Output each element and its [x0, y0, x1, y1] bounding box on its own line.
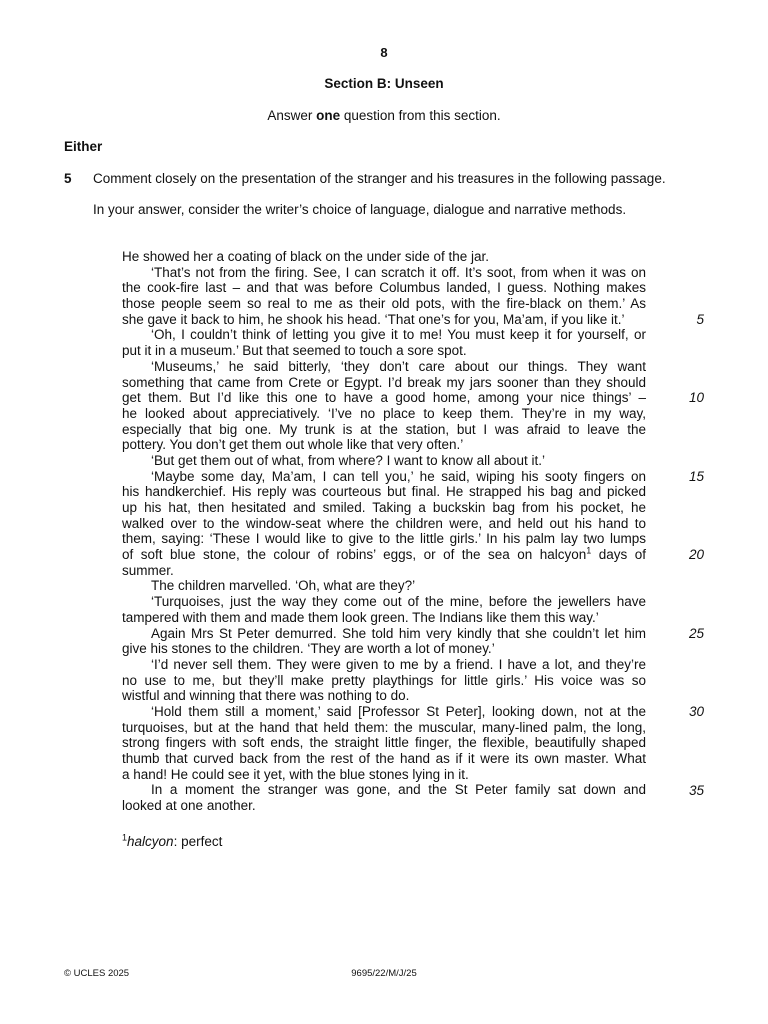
passage-line-text: ‘Turquoises, just the way they come out of the mine, before the jewellers have: [151, 594, 646, 610]
passage-line-text: he looked about appreciatively. ‘I’ve no place to keep them. They’re in my way,: [122, 405, 646, 421]
passage-line: [122, 469, 646, 485]
passage-line-text: of soft blue stone, the colour of robins’ eggs, or of the sea on halcyon: [122, 547, 587, 563]
passage-line-text: them, saying: ‘These I would like to give to the little girls.’ In his palm lay two lumps: [122, 531, 646, 547]
passage-line-text: ‘I’d never sell them. They were given to me by a friend. I have a lot, and they’re: [151, 656, 646, 672]
footnote-term: halcyon: [127, 834, 174, 849]
passage-line: [122, 327, 646, 343]
passage-line: [122, 578, 646, 594]
footnote-reference: 1: [586, 545, 592, 556]
passage-line: [122, 390, 646, 406]
passage-line-text: ‘Museums,’ he said bitterly, ‘they don’t care about our things. They want: [151, 358, 646, 374]
section-instruction: [0, 108, 768, 123]
passage-line-text: no use to me, but they’ll make pretty playthings for little girls.’ His voice was so: [122, 672, 646, 688]
passage-line-text: Again Mrs St Peter demurred. She told him very kindly that she couldn’t let him: [151, 625, 646, 641]
passage-line: [122, 563, 646, 579]
passage-line: [122, 767, 646, 783]
passage-line-text: ‘Hold them still a moment,’ said [Professor St Peter], looking down, not at the: [151, 703, 646, 719]
line-number: 15: [688, 468, 704, 484]
passage-line-text: wistful and winning that there was nothing to do.: [122, 688, 410, 704]
line-number: 10: [688, 390, 704, 406]
line-number: 35: [688, 782, 704, 798]
question-number: 5: [64, 171, 72, 186]
passage-line: [122, 673, 646, 689]
passage-line-text: put it in a museum.’ But that seemed to touch a sore spot.: [122, 343, 467, 359]
passage-line: [122, 422, 646, 438]
passage-line: [122, 453, 646, 469]
passage-line: [122, 751, 646, 767]
passage-line: [122, 375, 646, 391]
passage-line: [122, 735, 646, 751]
passage-line: [122, 296, 646, 312]
question-hint: In your answer, consider the writer’s choice of language, dialogue and narrative methods.: [93, 202, 627, 217]
passage-line-text: his handkerchief. His reply was courteous but final. He strapped his bag and picked: [122, 484, 646, 500]
question-text: Comment closely on the presentation of the stranger and his treasures in the following passage.: [93, 171, 666, 186]
passage-line: [122, 704, 646, 720]
passage-line: [122, 437, 646, 453]
passage-line-text: up his hat, then hesitated and smiled. Taking a buckskin bag from his pocket, he: [122, 500, 646, 515]
footnote: [122, 834, 222, 849]
either-label: Either: [64, 139, 103, 154]
passage-line-text: pottery. You don’t get them out whole like that very often.’: [122, 437, 464, 453]
passage-line-text: turquoises, but at the hand that held them: the muscular, many-lined palm, the long,: [122, 719, 646, 735]
passage-line-text: He showed her a coating of black on the under side of the jar.: [122, 249, 489, 264]
footnote-marker: 1: [122, 832, 128, 843]
passage-line-text: the cook-fire last – and that was before Columbus landed, I guess. Nothing makes: [122, 280, 646, 296]
passage-line: [122, 312, 646, 328]
passage-line: [122, 720, 646, 736]
passage-line-text: she gave it back to him, he shook his head. ‘That one’s for you, Ma’am, if you like it.’: [122, 311, 625, 327]
page-number: 8: [380, 45, 388, 60]
passage-line-text: ‘But get them out of what, from where? I want to know all about it.’: [151, 452, 545, 468]
passage-line-text: ‘That’s not from the firing. See, I can scratch it off. It’s soot, from when it was on: [151, 264, 646, 280]
passage-line-text: especially that big one. My trunk is at the station, but I was afraid to leave the: [122, 421, 646, 437]
passage-line-text: summer.: [122, 562, 174, 578]
line-number: 20: [688, 547, 704, 563]
passage-line-text: get them. But I’d like this one to have a good home, among your nice things’ –: [122, 390, 646, 406]
passage-line-text: something that came from Crete or Egypt. I’d break my jars sooner than they should: [122, 374, 646, 390]
passage-line: [122, 798, 646, 814]
passage-line: [122, 500, 646, 516]
passage-line: [122, 343, 646, 359]
passage: [122, 249, 646, 814]
footer-paper-code: 9695/22/M/J/25: [351, 968, 417, 979]
footer-copyright: © UCLES 2025: [64, 968, 130, 979]
passage-line: [122, 249, 646, 265]
passage-line: [122, 641, 646, 657]
passage-line-text: In a moment the stranger was gone, and the St Peter family sat down and: [151, 782, 646, 798]
passage-line-text: ‘Oh, I couldn’t think of letting you give it to me! You must keep it for yourself, or: [151, 327, 646, 343]
passage-line-text: those people seem so real to me as their old pots, with the fire-black on them.’ As: [122, 296, 646, 312]
passage-line: [122, 359, 646, 375]
passage-line-tail: days of: [591, 547, 646, 563]
passage-line: [122, 265, 646, 281]
section-title: Section B: Unseen: [324, 76, 444, 91]
passage-line: [122, 782, 646, 798]
passage-line: [122, 594, 646, 610]
passage-line: [122, 610, 646, 626]
passage-line: [122, 484, 646, 500]
passage-line-text: a hand! He could see it yet, with the blue stones lying in it.: [122, 766, 469, 782]
passage-line-text: thumb that curved back from the rest of the hand as if it were its own master. What: [122, 751, 646, 766]
line-number: 5: [696, 311, 704, 327]
line-number: 30: [688, 704, 704, 720]
passage-line: [122, 688, 646, 704]
footnote-definition: : perfect: [173, 834, 223, 849]
passage-line: [122, 657, 646, 673]
passage-line-text: tampered with them and made them look green. The Indians like them this way.’: [122, 609, 599, 625]
passage-line-text: walked over to the window-seat where the children were, and held out his hand to: [122, 515, 646, 531]
passage-line: [122, 280, 646, 296]
passage-line: [122, 516, 646, 532]
passage-line: [122, 406, 646, 422]
instruction-emphasis: one: [316, 108, 341, 123]
line-number: 25: [688, 625, 704, 641]
instruction-after: question from this section.: [340, 108, 501, 123]
passage-line: [122, 547, 646, 563]
passage-line: [122, 531, 646, 547]
passage-line-text: looked at one another.: [122, 798, 256, 814]
passage-line-text: strong fingers with soft ends, the straight little finger, the flexible, beautifully shaped: [122, 735, 646, 751]
passage-line-text: ‘Maybe some day, Ma’am, I can tell you,’ he said, wiping his sooty fingers on: [151, 468, 646, 484]
instruction-before: Answer: [267, 108, 317, 123]
passage-line-text: give his stones to the children. ‘They are worth a lot of money.’: [122, 641, 495, 657]
passage-line: [122, 626, 646, 642]
passage-line-text: The children marvelled. ‘Oh, what are they?’: [151, 578, 416, 594]
